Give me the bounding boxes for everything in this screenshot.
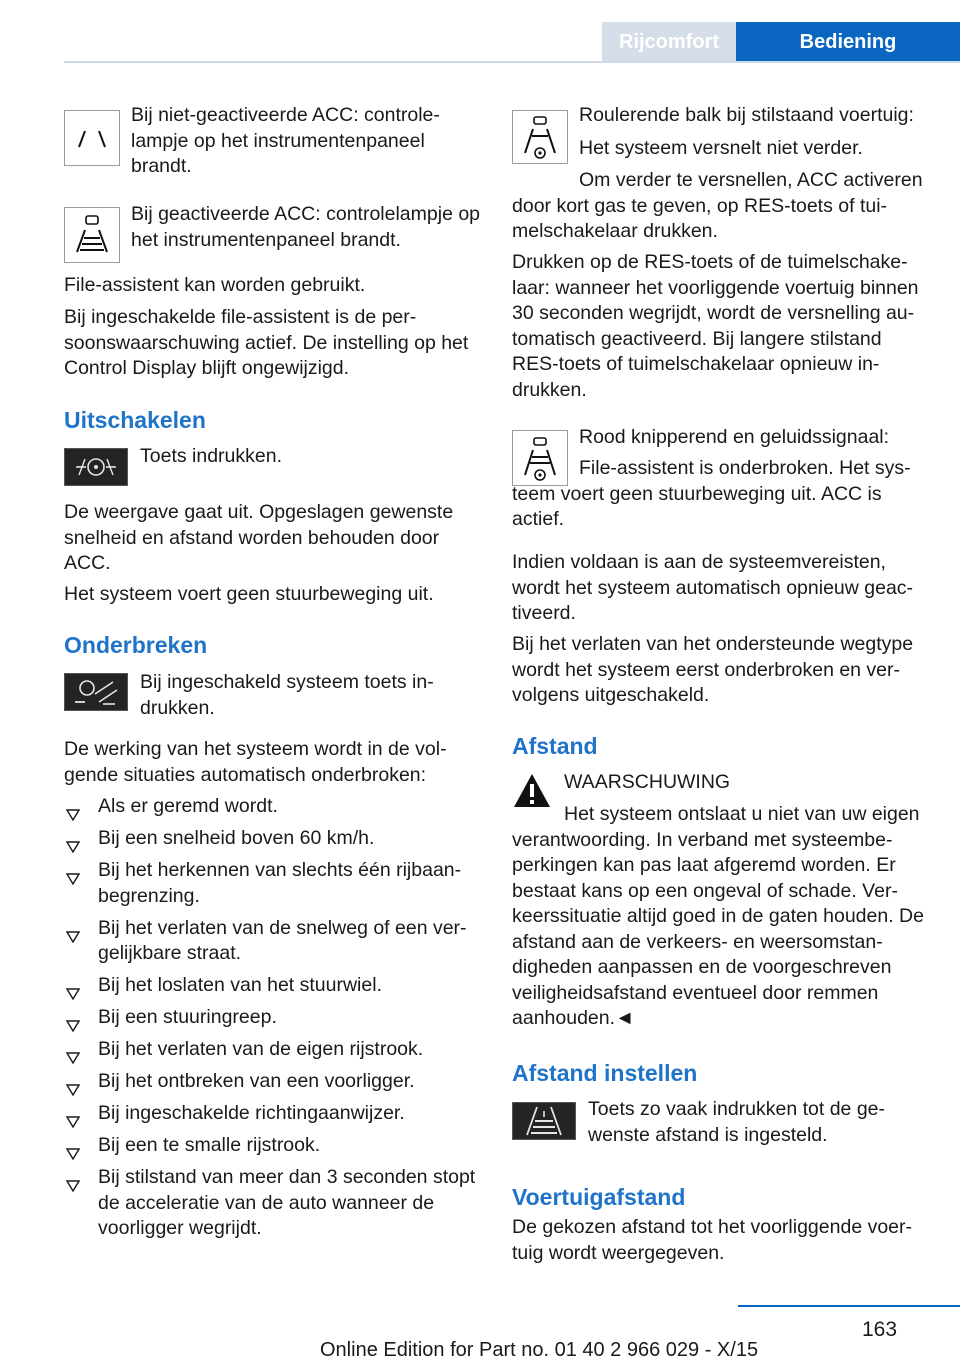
distance-button-icon [512,1102,576,1140]
warning-title: WAARSCHUWING [564,771,731,793]
triangle-bullet-icon [66,1078,80,1104]
list-item-text: Bij het verlaten van de eigen rijstrook. [98,1038,424,1060]
triangle-bullet-icon [66,982,80,1008]
list-item [64,858,482,909]
triangle-bullet-icon [66,1142,80,1168]
triangle-bullet-icon [66,925,80,951]
page-number: 163 [862,1318,898,1341]
triangle-bullet-icon [66,867,80,893]
paragraph: Drukken op de RES-toets of de tuimelschake-laar: wanneer het voorliggende voertuig binnen 30 seconden wegrijdt, wordt de versnelling au-tomatisch geactiveerd. Bij langere stilstand RES-toets of tuimelschakelaar opnieuw in-drukken. [512,251,919,401]
list-item-text: Bij het loslaten van het stuurwiel. [98,974,382,996]
list-item [64,916,482,967]
list-item [64,1165,482,1242]
onderbreken-text: Bij ingeschakeld systeem toets in-drukken. [140,671,434,719]
triangle-bullet-icon [66,1046,80,1072]
heading-afstand-instellen: Afstand instellen [512,1060,698,1086]
paragraph: Het systeem voert geen stuurbeweging uit. [64,583,434,605]
list-item [64,1101,482,1127]
list-item-text: Bij het ontbreken van een voorligger. [98,1070,415,1092]
list-item [64,1005,482,1031]
paragraph: De gekozen afstand tot het voorliggende voer-tuig wordt weergegeven. [512,1216,913,1264]
list-item-text: Bij een stuuringreep. [98,1006,277,1028]
list-item-text: Bij stilstand van meer dan 3 seconden stopt de acceleratie van de auto wanneer de voorligger wegrijdt. [98,1166,476,1239]
rolling-bar-text: Roulerende balk bij stilstaand voertuig: [579,104,914,126]
paragraph: Bij het verlaten van het ondersteunde wegtype wordt het systeem eerst onderbroken en ver-volgens uitgeschakeld. [512,633,914,706]
paragraph: File-assistent is onderbroken. Het sys-teem voert geen stuurbeweging uit. ACC is actief. [512,457,911,530]
heading-afstand: Afstand [512,733,598,759]
triangle-bullet-icon [66,835,80,861]
lamp-on-text: Bij geactiveerde ACC: controlelampje op het instrumentenpaneel brandt. [131,203,481,251]
triangle-bullet-icon [66,803,80,829]
footer-divider [738,1305,960,1307]
paragraph: Het systeem versnelt niet verder. [579,137,863,159]
paragraph: De werking van het systeem wordt in de vol-gende situaties automatisch onderbroken: [64,738,447,786]
red-flash-text: Rood knipperend en geluidssignaal: [579,426,890,448]
triangle-bullet-icon [66,1174,80,1200]
toets-indrukken-text: Toets indrukken. [140,445,282,467]
list-item-text: Bij een snelheid boven 60 km/h. [98,827,375,849]
paragraph: De weergave gaat uit. Opgeslagen gewenste snelheid en afstand worden behouden door ACC. [64,501,454,574]
lamp-on-block [64,202,482,262]
lane-lines-icon [64,110,120,166]
list-item-text: Bij het herkennen van slechts één rijbaan-begrenzing. [98,859,462,907]
warning-text: Het systeem ontslaat u niet van uw eigen verantwoording. In verband met systeembe-perkingen kan pas laat afgeremd worden. Er bestaat kans op een ongeval of schade. Ver-keerssituatie altijd goed in de gaten houden. De afstand aan de verkeers- en weersomstan-digheden aanpassen en de voorgeschreven veiligheidsafstand eventueel door remmen aanhouden.◄ [512,803,924,1029]
list-item-text: Bij het verlaten van de snelweg of een ver-gelijkbare straat. [98,916,467,964]
paragraph: Om verder te versnellen, ACC activeren door kort gas te geven, op RES-toets of tui-melschakelaar drukken. [512,169,923,242]
heading-uitschakelen: Uitschakelen [64,407,206,433]
list-item [64,1133,482,1159]
lamp-off-text: Bij niet-geactiveerde ACC: controle-lampje op het instrumentenpaneel brandt. [131,104,440,177]
acc-off-button-icon [64,448,128,486]
tab-bediening[interactable]: Bediening [736,22,960,62]
paragraph: Indien voldaan is aan de systeemvereisten, wordt het systeem automatisch opnieuw geac-tiveerd. [512,551,914,624]
paragraph: Bij ingeschakelde file-assistent is de per-soonswaarschuwing actief. De instelling op het Control Display blijft ongewijzigd. [64,306,469,379]
paragraph: File-assistent kan worden gebruikt. [64,274,366,296]
header-divider [64,61,960,63]
lamp-off-block [64,103,482,175]
heading-onderbreken: Onderbreken [64,632,208,658]
triangle-bullet-icon [66,1014,80,1040]
tab-rijcomfort[interactable]: Rijcomfort [602,22,736,62]
heading-voertuigafstand: Voertuigafstand [512,1184,686,1210]
lane-interrupt-button-icon [64,673,128,711]
afstand-instellen-text: Toets zo vaak indrukken tot de ge-wenste afstand is ingesteld. [588,1098,886,1146]
footer-edition: Online Edition for Part no. 01 40 2 966 029 - X/15 [320,1339,759,1361]
list-item [64,1069,482,1095]
list-item [64,794,482,820]
lane-assist-icon [64,207,120,263]
bullet-list [64,794,482,1248]
list-item [64,973,482,999]
list-item [64,1037,482,1063]
triangle-bullet-icon [66,1110,80,1136]
list-item-text: Bij ingeschakelde richtingaanwijzer. [98,1102,405,1124]
list-item [64,826,482,852]
list-item-text: Als er geremd wordt. [98,795,278,817]
rolling-bar-icon [512,110,568,164]
list-item-text: Bij een te smalle rijstrook. [98,1134,321,1156]
